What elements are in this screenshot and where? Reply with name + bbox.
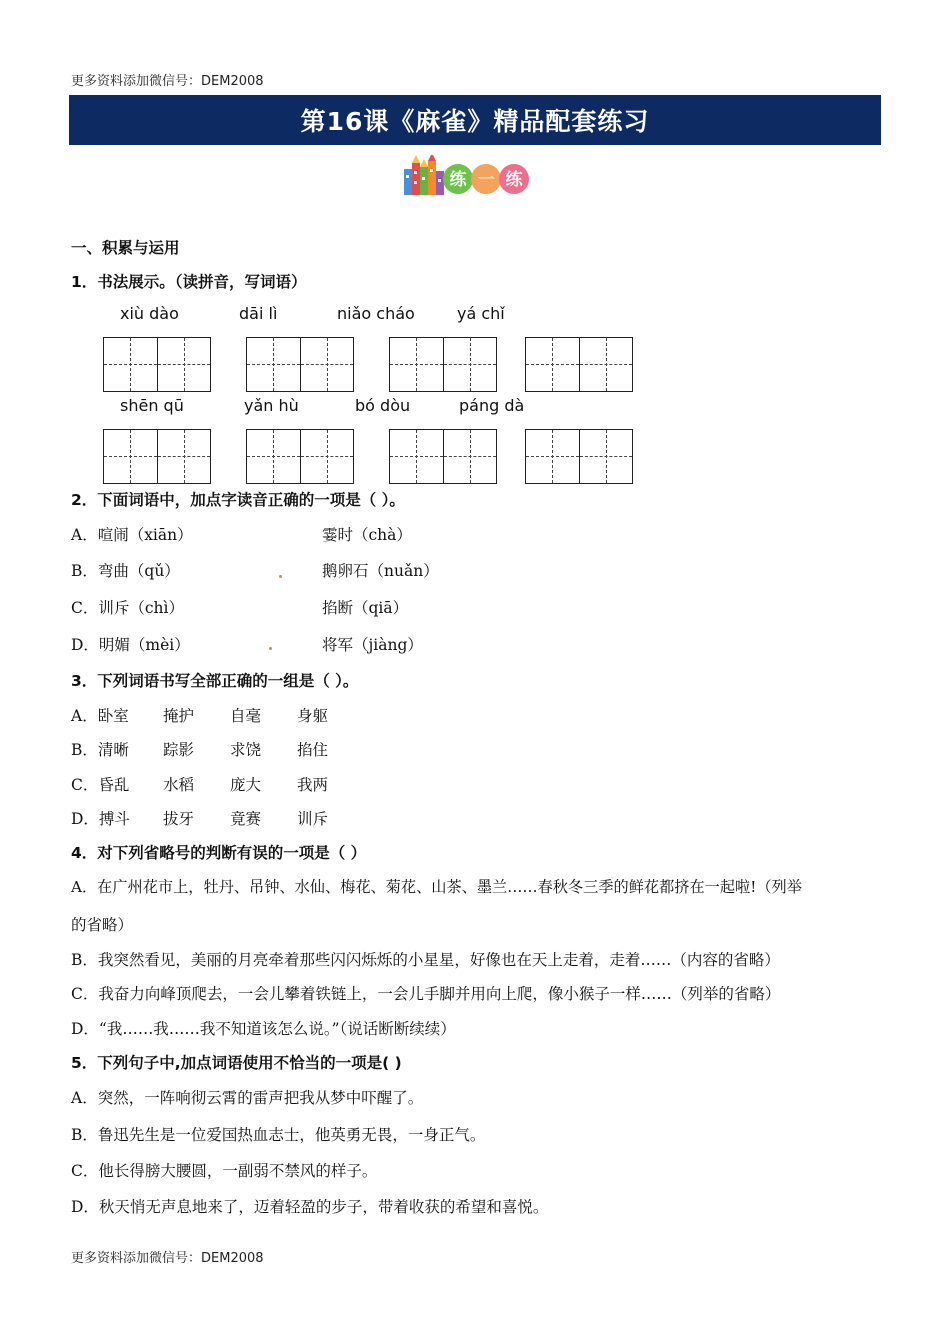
word: 训斥: [297, 810, 329, 828]
practice-badge: [402, 155, 534, 197]
word: 水稻: [163, 776, 195, 794]
q4-option-d: D．“我……我……我不知道该怎么说。”（说话断断续续）: [71, 1020, 456, 1038]
q4-option-b: B．我突然看见，美丽的月亮牵着那些闪闪烁烁的小星星，好像也在天上走着，走着……（内容的省略）: [71, 951, 780, 969]
word: A．卧室: [71, 707, 129, 725]
q2-option-c-left: C．训斥（chì）: [71, 599, 184, 617]
q3-option-d: [71, 807, 329, 829]
pinyin-5: shēn qū: [120, 396, 184, 415]
word: D．搏斗: [71, 810, 130, 828]
badge-char-1: 练: [449, 170, 467, 190]
writing-grid[interactable]: [389, 429, 497, 484]
badge-char-3: 练: [505, 170, 523, 190]
word: 我两: [297, 776, 329, 794]
word: C．昏乱: [71, 776, 130, 794]
q4-option-a: A．在广州花市上，牡丹、吊钟、水仙、梅花、菊花、山茶、墨兰……春秋冬三季的鲜花都挤在一起啦!（列举: [71, 878, 802, 896]
q2-heading: 2．下面词语中，加点字读音正确的一项是（ ）。: [71, 491, 405, 509]
q5-option-d: D．秋天悄无声息地来了，迈着轻盈的步子，带着收获的希望和喜悦。: [71, 1198, 549, 1216]
q2-option-c-right: 掐断（qiā）: [322, 599, 409, 617]
word: 求饶: [230, 741, 262, 759]
q3-option-c: [71, 773, 329, 795]
q5-option-c: C．他长得膀大腰圆，一副弱不禁风的样子。: [71, 1162, 378, 1180]
word: 拔牙: [163, 810, 195, 828]
pinyin-2: dāi lì: [239, 304, 278, 323]
stray-dot: [279, 575, 282, 578]
word: 身躯: [297, 707, 329, 725]
q4-heading: 4．对下列省略号的判断有误的一项是（ ）: [71, 844, 367, 862]
stray-dot: [269, 647, 272, 650]
q2-option-d-right: 将军（jiàng）: [322, 636, 423, 654]
header-note: 更多资料添加微信号：DEM2008: [71, 74, 264, 89]
word: 踪影: [163, 741, 195, 759]
q4-option-a-cont: 的省略）: [71, 916, 134, 934]
word: 掐住: [297, 741, 329, 759]
pencil-houses-icon: [402, 155, 534, 197]
q2-option-b-left: B．弯曲（qǔ）: [71, 562, 180, 580]
page-title: 第16课《麻雀》精品配套练习: [300, 107, 650, 136]
q2-option-a-right: 霎时（chà）: [322, 526, 412, 544]
q2-option-d-left: D．明媚（mèi）: [71, 636, 190, 654]
word: B．清晰: [71, 741, 129, 759]
pinyin-6: yǎn hù: [244, 396, 299, 415]
pinyin-7: bó dòu: [355, 396, 411, 415]
q5-heading: 5．下列句子中,加点词语使用不恰当的一项是( ): [71, 1054, 402, 1072]
q2-option-b-right: 鹅卵石（nuǎn）: [322, 562, 439, 580]
writing-grid[interactable]: [525, 429, 633, 484]
word: 自毫: [230, 707, 262, 725]
writing-grid[interactable]: [389, 337, 497, 392]
q3-option-b: [71, 738, 329, 760]
writing-grid[interactable]: [246, 429, 354, 484]
q5-option-a: A．突然，一阵响彻云霄的雷声把我从梦中吓醒了。: [71, 1089, 424, 1107]
q1-heading: 1．书法展示。（读拼音，写词语）: [71, 273, 307, 291]
pinyin-3: niǎo cháo: [337, 304, 415, 323]
writing-grid[interactable]: [246, 337, 354, 392]
footer-note: 更多资料添加微信号：DEM2008: [71, 1251, 264, 1266]
badge-char-2: 一: [477, 170, 495, 190]
writing-grid[interactable]: [525, 337, 633, 392]
word: 竟赛: [230, 810, 262, 828]
writing-grid[interactable]: [103, 337, 211, 392]
pinyin-1: xiù dào: [120, 304, 179, 323]
q5-option-b: B．鲁迅先生是一位爱国热血志士，他英勇无畏，一身正气。: [71, 1126, 486, 1144]
word: 掩护: [163, 707, 195, 725]
q3-heading: 3．下列词语书写全部正确的一组是（ ）。: [71, 672, 359, 690]
section-heading: 一、积累与运用: [71, 239, 180, 257]
word: 庞大: [230, 776, 262, 794]
q4-option-c: C．我奋力向峰顶爬去，一会儿攀着铁链上，一会儿手脚并用向上爬，像小猴子一样……（列举的省略）: [71, 985, 781, 1003]
q2-option-a-left: A．喧闹（xiān）: [71, 526, 193, 544]
title-banner: [69, 95, 881, 145]
pinyin-4: yá chǐ: [457, 304, 505, 323]
writing-grid[interactable]: [103, 429, 211, 484]
q3-option-a: [71, 704, 329, 726]
pinyin-8: páng dà: [459, 396, 525, 415]
